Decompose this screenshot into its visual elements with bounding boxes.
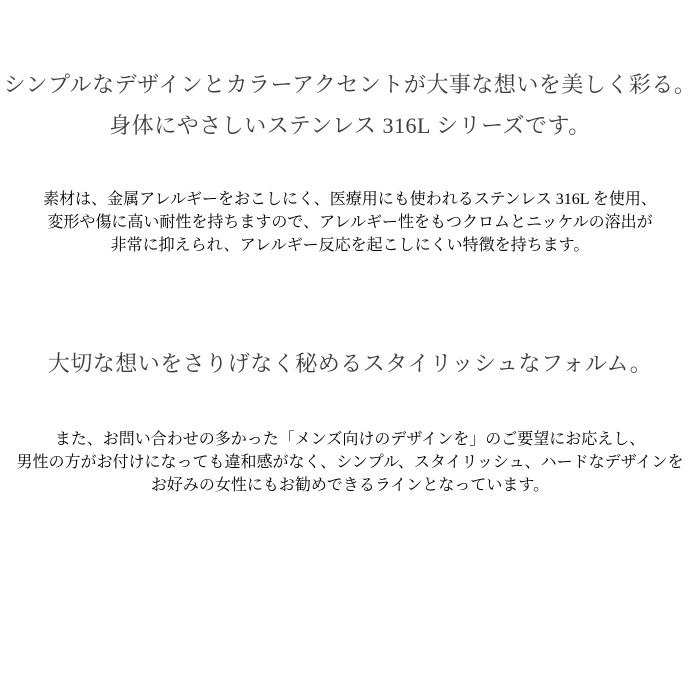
material-description-line-1: 素材は、金属アレルギーをおこしにく、医療用にも使われるステンレス 316L を使用、 bbox=[43, 191, 657, 208]
design-description-line-2: 男性の方がお付けになっても違和感がなく、シンプル、スタイリッシュ、ハードなデザインを bbox=[16, 454, 684, 471]
design-description-line-3: お好みの女性にもお勧めできるラインとなっています。 bbox=[150, 477, 550, 494]
material-description-line-3: 非常に抑えられ、アレルギー反応を起こしにくい特徴を持ちます。 bbox=[110, 237, 590, 254]
form-heading-line-1: 大切な想いをさりげなく秘めるスタイリッシュなフォルム。 bbox=[47, 351, 653, 376]
series-heading bbox=[0, 0, 700, 146]
form-heading bbox=[0, 343, 700, 384]
series-heading-line-2: 身体にやさしいステンレス 316L シリーズです。 bbox=[109, 113, 591, 138]
material-description-line-2: 変形や傷に高い耐性を持ちますので、アレルギー性をもつクロムとニッケルの溶出が bbox=[47, 214, 653, 231]
design-description-line-1: また、お問い合わせの多かった「メンズ向けのデザインを」のご要望にお応えし、 bbox=[54, 431, 646, 448]
series-heading-line-1: シンプルなデザインとカラーアクセントが大事な想いを美しく彩る。 bbox=[3, 72, 697, 97]
